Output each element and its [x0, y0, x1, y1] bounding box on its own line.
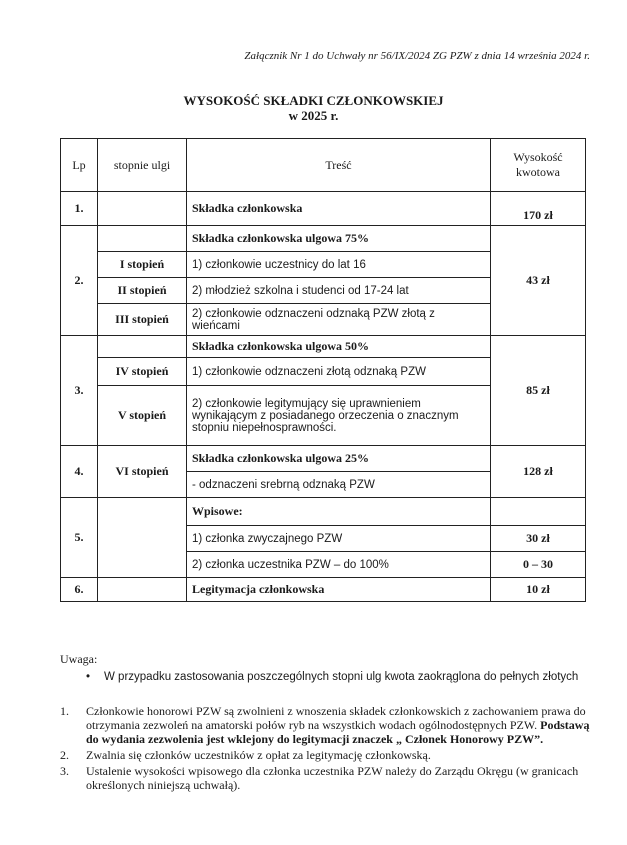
- list-item: [60, 764, 590, 792]
- list-item-number: 3.: [60, 764, 69, 778]
- row-title: Legitymacja członkowska: [187, 578, 491, 602]
- table-header-row: [61, 139, 586, 192]
- row-text: 1) członka zwyczajnego PZW: [187, 526, 491, 552]
- row-amount: [491, 498, 586, 526]
- notes-section: [60, 652, 590, 794]
- list-item-number: 2.: [60, 748, 69, 762]
- row-amount: 170 zł: [491, 192, 586, 226]
- table-row: [61, 226, 586, 252]
- row-stopien: IV stopień: [98, 358, 187, 386]
- row-title: Wpisowe:: [187, 498, 491, 526]
- row-text: 2) członkowie legitymujący się uprawnieniem wynikającym z posiadanego orzeczenia o znacznym stopniu niepełnosprawności.: [187, 386, 491, 446]
- row-text: 2) członkowie odznaczeni odznaką PZW złotą z wieńcami: [187, 304, 491, 336]
- row-lp: 3.: [61, 336, 98, 446]
- list-item-text: Członkowie honorowi PZW są zwolnieni z wnoszenia składek członkowskich z zachowaniem prawa do otrzymania zezwoleń na amatorski połów ryb na wszystkich wodach ogólnodostępnych PZW.: [86, 704, 586, 732]
- row-text: 2) młodzież szkolna i studenci od 17-24 lat: [187, 278, 491, 304]
- row-stopien: VI stopień: [98, 446, 187, 498]
- row-text: 2) członka uczestnika PZW – do 100%: [187, 552, 491, 578]
- row-stopien: [98, 226, 187, 252]
- row-amount: 85 zł: [491, 336, 586, 446]
- row-title: Składka członkowska: [187, 192, 491, 226]
- row-amount: 30 zł: [491, 526, 586, 552]
- header-tresc: Treść: [187, 139, 491, 192]
- row-stopien: [98, 336, 187, 358]
- list-item-bold-text: Podstawą do wydania zezwolenia jest wklejony do legitymacji znaczek „ Członek Honorowy PZW”.: [86, 718, 590, 746]
- list-item: [60, 748, 590, 762]
- row-title: Składka członkowska ulgowa 75%: [187, 226, 491, 252]
- row-stopien: III stopień: [98, 304, 187, 336]
- header-kwota: Wysokość kwotowa: [491, 139, 586, 192]
- header-note: Załącznik Nr 1 do Uchwały nr 56/IX/2024 ZG PZW z dnia 14 września 2024 r.: [244, 50, 590, 62]
- document-title: [0, 93, 627, 123]
- row-amount: 10 zł: [491, 578, 586, 602]
- table-row: [61, 578, 586, 602]
- row-text: - odznaczeni srebrną odznaką PZW: [187, 472, 491, 498]
- table-row: [61, 498, 586, 526]
- row-lp: 6.: [61, 578, 98, 602]
- notes-numbered-list: [60, 704, 590, 792]
- table-row: [61, 336, 586, 358]
- row-lp: 1.: [61, 192, 98, 226]
- header-stopnie: stopnie ulgi: [98, 139, 187, 192]
- list-item: [60, 704, 590, 746]
- row-lp: 2.: [61, 226, 98, 336]
- row-stopien: I stopień: [98, 252, 187, 278]
- table-row: [61, 192, 586, 226]
- title-line-2: w 2025 r.: [288, 108, 339, 123]
- list-item-text: Ustalenie wysokości wpisowego dla członka uczestnika PZW należy do Zarządu Okręgu (w granicach określonych niniejszą uchwałą).: [86, 764, 579, 792]
- notes-bullet: • W przypadku zastosowania poszczególnych stopni ulg kwota zaokrąglona do pełnych złotych: [86, 670, 590, 684]
- row-text: 1) członkowie odznaczeni złotą odznaką PZW: [187, 358, 491, 386]
- row-amount: 43 zł: [491, 226, 586, 336]
- row-stopien: [98, 498, 187, 578]
- notes-bullet-list: [60, 670, 590, 684]
- header-lp: Lp: [61, 139, 98, 192]
- row-stopien: V stopień: [98, 386, 187, 446]
- row-title: Składka członkowska ulgowa 50%: [187, 336, 491, 358]
- table-row: [61, 446, 586, 472]
- row-amount: 0 – 30: [491, 552, 586, 578]
- list-item-text: Zwalnia się członków uczestników z opłat za legitymację członkowską.: [86, 748, 431, 762]
- fee-table: [60, 138, 586, 602]
- row-stopien: II stopień: [98, 278, 187, 304]
- list-item-number: 1.: [60, 704, 69, 718]
- row-stopien: [98, 192, 187, 226]
- row-lp: 5.: [61, 498, 98, 578]
- row-amount: 128 zł: [491, 446, 586, 498]
- row-title: Składka członkowska ulgowa 25%: [187, 446, 491, 472]
- notes-heading: Uwaga:: [60, 652, 98, 666]
- title-line-1: WYSOKOŚĆ SKŁADKI CZŁONKOWSKIEJ: [183, 93, 444, 108]
- row-stopien: [98, 578, 187, 602]
- row-lp: 4.: [61, 446, 98, 498]
- row-text: 1) członkowie uczestnicy do lat 16: [187, 252, 491, 278]
